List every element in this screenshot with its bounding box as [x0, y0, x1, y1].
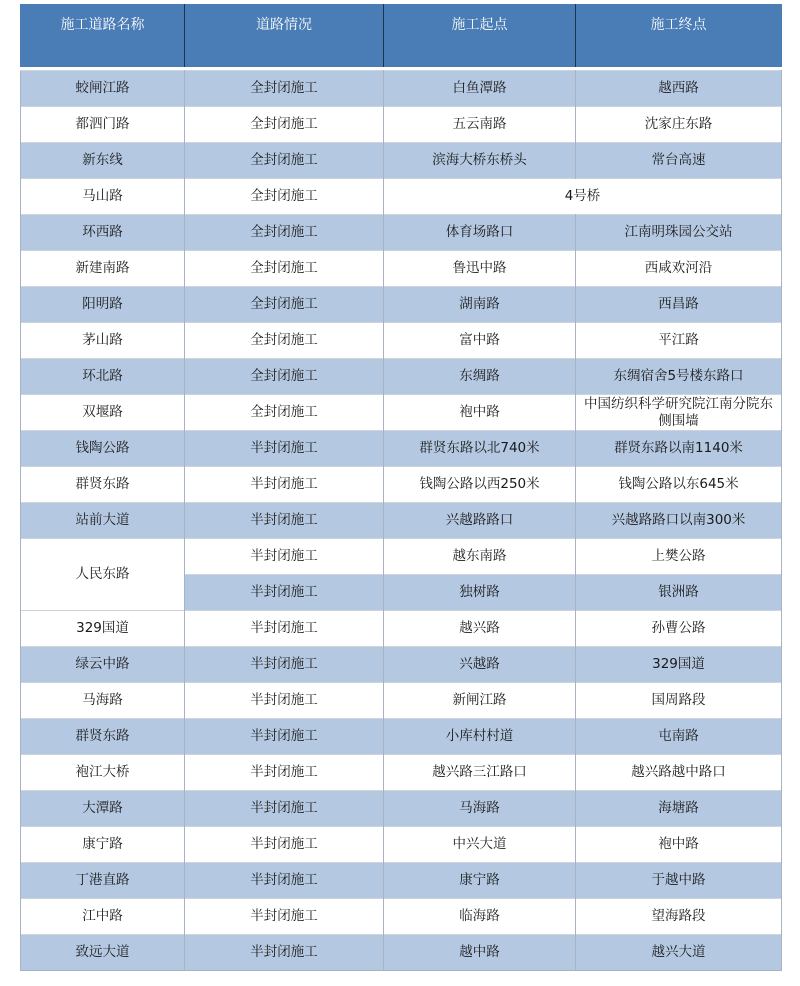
- road-name: 丁港直路: [21, 863, 185, 899]
- start-point: 兴越路: [384, 647, 576, 683]
- road-status: 半封闭施工: [185, 431, 384, 467]
- road-status: 半封闭施工: [185, 719, 384, 755]
- road-status: 全封闭施工: [185, 107, 384, 143]
- road-name: 蛟闸江路: [21, 71, 185, 107]
- table-row: [21, 935, 782, 971]
- start-point: 湖南路: [384, 287, 576, 323]
- road-status: 半封闭施工: [185, 539, 384, 575]
- header-start-point: 施工起点: [384, 4, 576, 67]
- road-name: 绿云中路: [21, 647, 185, 683]
- start-point: 五云南路: [384, 107, 576, 143]
- table-row: [21, 215, 782, 251]
- start-point: 兴越路路口: [384, 503, 576, 539]
- end-point: 望海路段: [576, 899, 782, 935]
- road-status: 全封闭施工: [185, 395, 384, 431]
- road-name: 站前大道: [21, 503, 185, 539]
- road-status: 半封闭施工: [185, 791, 384, 827]
- road-name: 都泗门路: [21, 107, 185, 143]
- start-point: 体育场路口: [384, 215, 576, 251]
- road-name: 阳明路: [21, 287, 185, 323]
- table-row: [21, 899, 782, 935]
- road-name: 双堰路: [21, 395, 185, 431]
- road-status: 半封闭施工: [185, 467, 384, 503]
- road-status: 半封闭施工: [185, 827, 384, 863]
- start-point: 康宁路: [384, 863, 576, 899]
- table-row: [21, 143, 782, 179]
- end-point: 袍中路: [576, 827, 782, 863]
- end-point: 海塘路: [576, 791, 782, 827]
- road-status: 半封闭施工: [185, 647, 384, 683]
- road-status: 半封闭施工: [185, 863, 384, 899]
- table-row: [21, 287, 782, 323]
- road-name: 群贤东路: [21, 467, 185, 503]
- table-row: [21, 755, 782, 791]
- start-point: 富中路: [384, 323, 576, 359]
- table-row: [21, 395, 782, 431]
- road-name: 人民东路: [21, 539, 185, 611]
- end-point: 常台高速: [576, 143, 782, 179]
- road-name: 康宁路: [21, 827, 185, 863]
- construction-span: 4号桥: [384, 179, 782, 215]
- road-status: 全封闭施工: [185, 215, 384, 251]
- table-row: [21, 179, 782, 215]
- table-header-row: [21, 4, 782, 67]
- start-point: 滨海大桥东桥头: [384, 143, 576, 179]
- end-point: 329国道: [576, 647, 782, 683]
- road-name: 钱陶公路: [21, 431, 185, 467]
- end-point: 银洲路: [576, 575, 782, 611]
- road-status: 全封闭施工: [185, 143, 384, 179]
- table-row: [21, 611, 782, 647]
- start-point: 独树路: [384, 575, 576, 611]
- table-row: [21, 647, 782, 683]
- road-name: 马山路: [21, 179, 185, 215]
- end-point: 中国纺织科学研究院江南分院东侧围墙: [576, 395, 782, 431]
- start-point: 马海路: [384, 791, 576, 827]
- road-status: 半封闭施工: [185, 575, 384, 611]
- start-point: 临海路: [384, 899, 576, 935]
- end-point: 兴越路路口以南300米: [576, 503, 782, 539]
- table-row: [21, 791, 782, 827]
- table-row: [21, 719, 782, 755]
- header-road-status: 道路情况: [185, 4, 384, 67]
- start-point: 鲁迅中路: [384, 251, 576, 287]
- road-name: 致远大道: [21, 935, 185, 971]
- road-status: 半封闭施工: [185, 899, 384, 935]
- end-point: 沈家庄东路: [576, 107, 782, 143]
- road-status: 半封闭施工: [185, 503, 384, 539]
- road-status: 半封闭施工: [185, 683, 384, 719]
- end-point: 国周路段: [576, 683, 782, 719]
- start-point: 东绸路: [384, 359, 576, 395]
- start-point: 群贤东路以北740米: [384, 431, 576, 467]
- road-construction-table: [20, 4, 782, 971]
- end-point: 越兴路越中路口: [576, 755, 782, 791]
- end-point: 群贤东路以南1140米: [576, 431, 782, 467]
- road-name: 新东线: [21, 143, 185, 179]
- end-point: 钱陶公路以东645米: [576, 467, 782, 503]
- end-point: 西咸欢河沿: [576, 251, 782, 287]
- end-point: 越兴大道: [576, 935, 782, 971]
- table-row: [21, 359, 782, 395]
- table-row: [21, 251, 782, 287]
- start-point: 越兴路: [384, 611, 576, 647]
- start-point: 中兴大道: [384, 827, 576, 863]
- end-point: 上樊公路: [576, 539, 782, 575]
- table-row: [21, 71, 782, 107]
- road-status: 全封闭施工: [185, 251, 384, 287]
- table-row: [21, 503, 782, 539]
- end-point: 西昌路: [576, 287, 782, 323]
- road-name: 329国道: [21, 611, 185, 647]
- road-name: 环西路: [21, 215, 185, 251]
- end-point: 屯南路: [576, 719, 782, 755]
- table-row: [21, 467, 782, 503]
- table-row: [21, 827, 782, 863]
- road-name: 茅山路: [21, 323, 185, 359]
- end-point: 东绸宿舍5号楼东路口: [576, 359, 782, 395]
- start-point: 钱陶公路以西250米: [384, 467, 576, 503]
- start-point: 白鱼潭路: [384, 71, 576, 107]
- start-point: 小库村村道: [384, 719, 576, 755]
- end-point: 于越中路: [576, 863, 782, 899]
- road-name: 大潭路: [21, 791, 185, 827]
- start-point: 越中路: [384, 935, 576, 971]
- road-name: 环北路: [21, 359, 185, 395]
- road-status: 全封闭施工: [185, 323, 384, 359]
- start-point: 新闸江路: [384, 683, 576, 719]
- table-row: [21, 431, 782, 467]
- road-status: 全封闭施工: [185, 179, 384, 215]
- road-name: 群贤东路: [21, 719, 185, 755]
- table-row: [21, 683, 782, 719]
- table-row: [21, 539, 782, 575]
- header-road-name: 施工道路名称: [21, 4, 185, 67]
- road-status: 全封闭施工: [185, 287, 384, 323]
- end-point: 孙曹公路: [576, 611, 782, 647]
- end-point: 江南明珠园公交站: [576, 215, 782, 251]
- start-point: 越兴路三江路口: [384, 755, 576, 791]
- road-status: 全封闭施工: [185, 71, 384, 107]
- road-name: 马海路: [21, 683, 185, 719]
- table-row: [21, 107, 782, 143]
- road-status: 半封闭施工: [185, 755, 384, 791]
- end-point: 越西路: [576, 71, 782, 107]
- road-name: 新建南路: [21, 251, 185, 287]
- table-row: [21, 863, 782, 899]
- road-status: 全封闭施工: [185, 359, 384, 395]
- road-name: 袍江大桥: [21, 755, 185, 791]
- header-end-point: 施工终点: [576, 4, 782, 67]
- start-point: 越东南路: [384, 539, 576, 575]
- road-status: 半封闭施工: [185, 611, 384, 647]
- end-point: 平江路: [576, 323, 782, 359]
- table-row: [21, 323, 782, 359]
- road-status: 半封闭施工: [185, 935, 384, 971]
- start-point: 袍中路: [384, 395, 576, 431]
- road-name: 江中路: [21, 899, 185, 935]
